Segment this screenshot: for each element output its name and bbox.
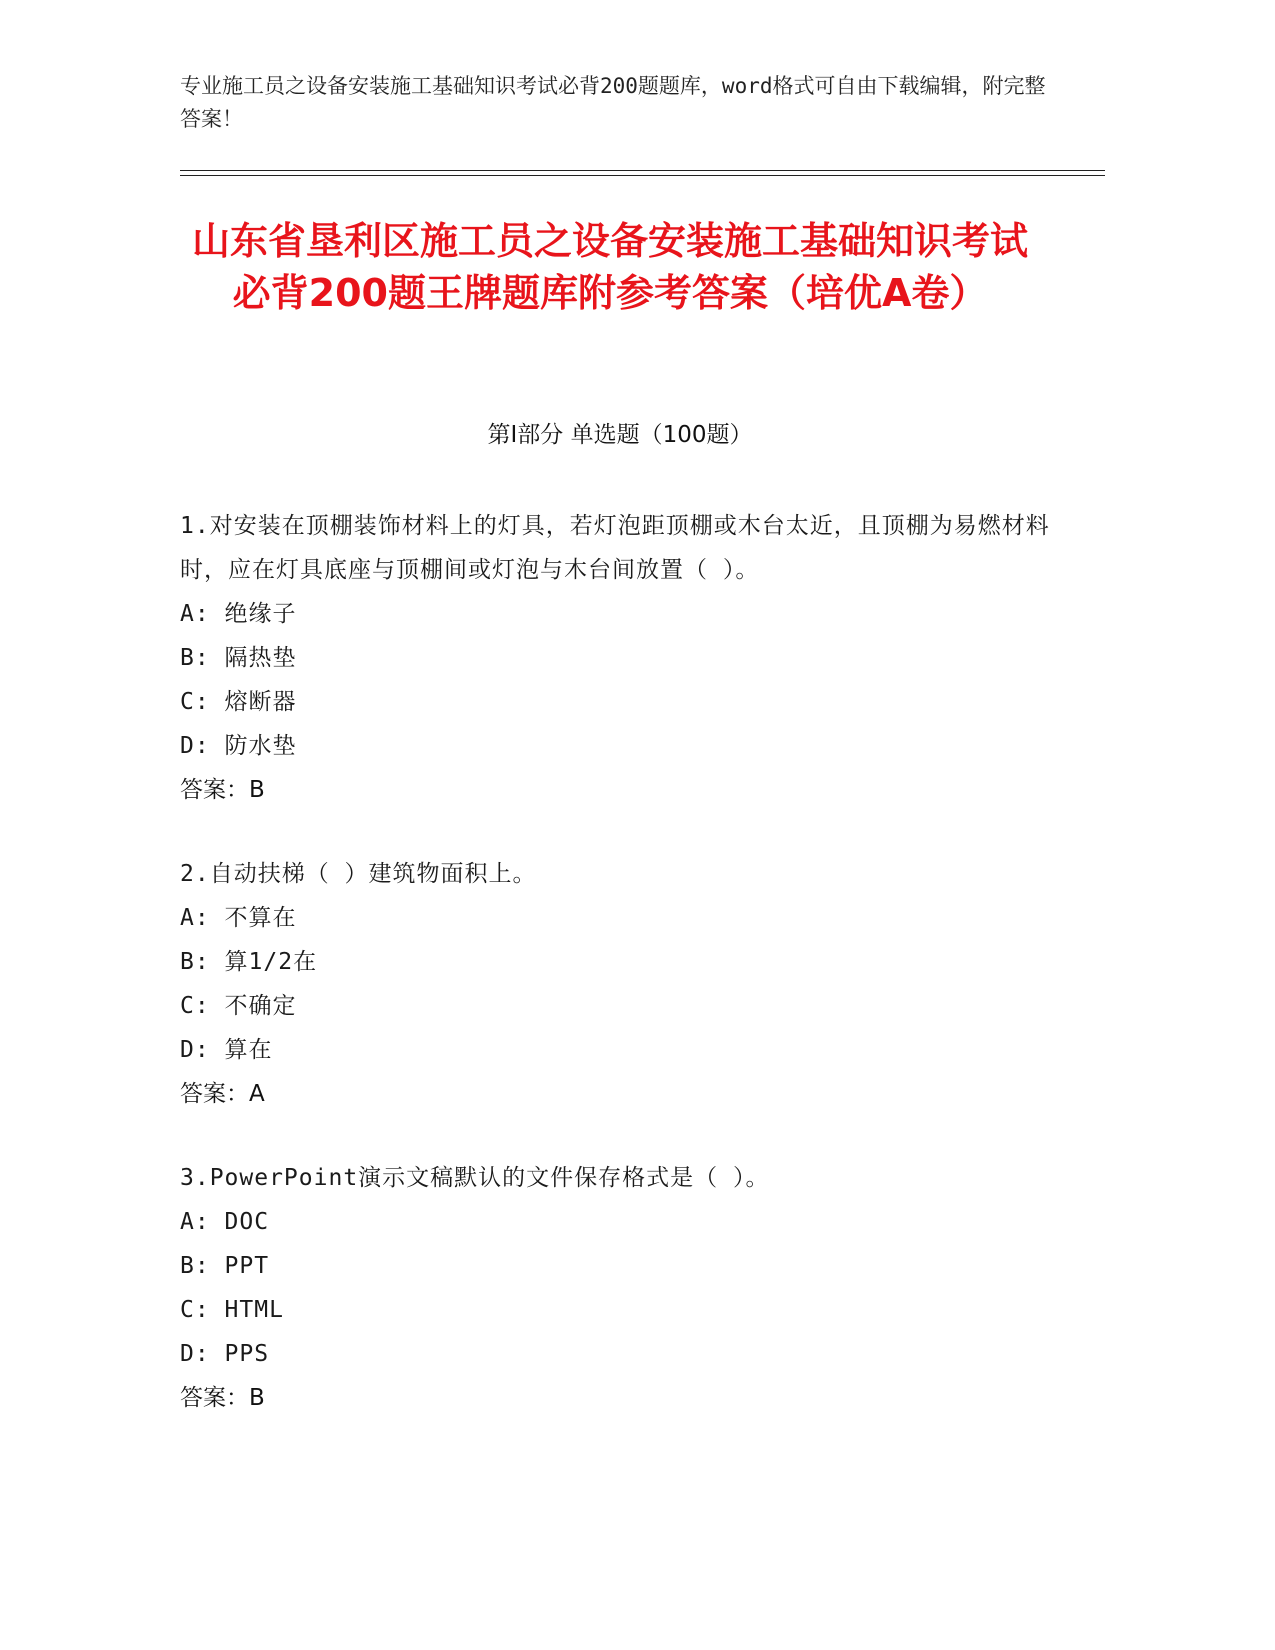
- answer: 答案：A: [180, 1081, 265, 1107]
- header-rule-top: [180, 170, 1105, 171]
- question-2: [180, 852, 1060, 1116]
- option-d: D: PPS: [180, 1341, 270, 1367]
- question-stem: 1.对安装在顶棚装饰材料上的灯具，若灯泡距顶棚或木台太近，且顶棚为易燃材料时，应在灯具底座与顶棚间或灯泡与木台间放置（ ）。: [180, 513, 1050, 583]
- option-b: B: 算1/2在: [180, 949, 318, 975]
- answer: 答案：B: [180, 777, 265, 803]
- option-b: B: 隔热垫: [180, 645, 297, 671]
- option-c: C: 不确定: [180, 993, 297, 1019]
- question-1: [180, 504, 1060, 812]
- header-note: 专业施工员之设备安装施工基础知识考试必背200题题库，word格式可自由下载编辑，附完整答案！: [180, 74, 1046, 131]
- option-a: A: 绝缘子: [180, 601, 297, 627]
- option-a: A: 不算在: [180, 905, 297, 931]
- option-a: A: DOC: [180, 1209, 270, 1235]
- section-title: 第I部分 单选题（100题）: [487, 422, 753, 448]
- question-stem: 3.PowerPoint演示文稿默认的文件保存格式是（ ）。: [180, 1165, 770, 1191]
- option-b: B: PPT: [180, 1253, 270, 1279]
- document-title: 山东省垦利区施工员之设备安装施工基础知识考试必背200题王牌题库附参考答案（培优A卷）: [191, 219, 1028, 315]
- header-rule-bottom: [180, 175, 1105, 176]
- option-d: D: 算在: [180, 1037, 273, 1063]
- option-d: D: 防水垫: [180, 733, 297, 759]
- option-c: C: HTML: [180, 1297, 284, 1323]
- answer: 答案：B: [180, 1385, 265, 1411]
- question-stem: 2.自动扶梯（ ）建筑物面积上。: [180, 861, 537, 887]
- option-c: C: 熔断器: [180, 689, 297, 715]
- question-3: [180, 1156, 1060, 1420]
